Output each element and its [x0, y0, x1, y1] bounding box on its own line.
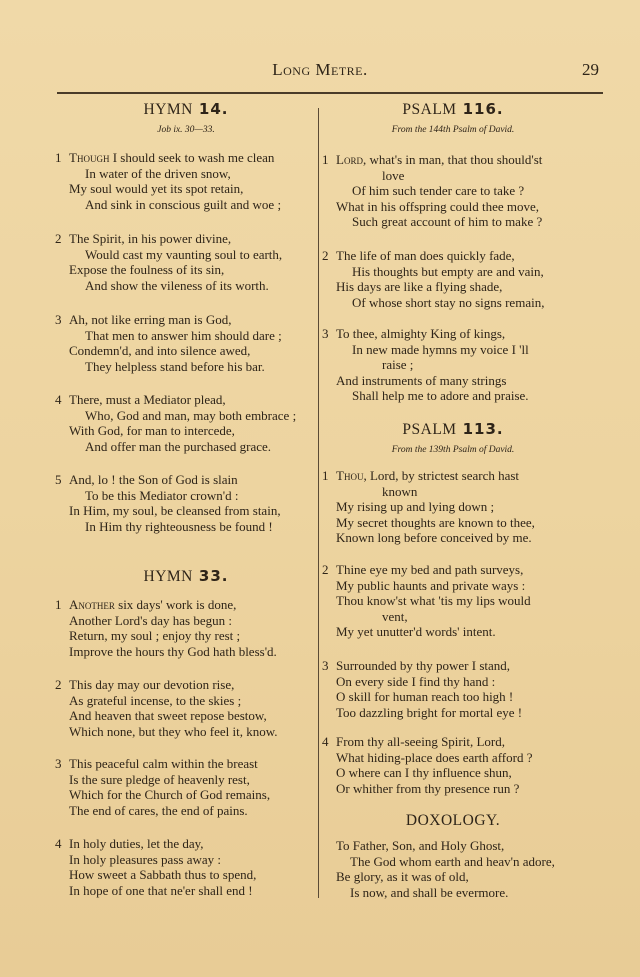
hymn-33 [55, 567, 317, 586]
hymn-title: HYMN 14. [143, 100, 229, 118]
stanza: 1 Though I should seek to wash me clean In water of the driven snow, My soul would yet its spot retain, And sink in conscious guilt and woe ; [55, 150, 282, 212]
doxology [322, 812, 584, 830]
stanza: 1 Another six days' work is done, Another Lord's day has begun : Return, my soul ; enjoy thy rest ; Improve the hours thy God hath bless'd. [55, 597, 277, 659]
stanza: 2 Thine eye my bed and path surveys, My public haunts and private ways : Thou know'st what 'tis my lips would vent, My yet unutter'd words' intent. [322, 562, 531, 639]
stanza: 3 This peaceful calm within the breast Is the sure pledge of heavenly rest, Which for the Church of God remains, The end of cares, the end of pains. [55, 756, 271, 818]
hymn-title: HYMN 33. [143, 567, 229, 585]
header-rule [57, 92, 603, 94]
stanza: 1 Lord, what's in man, that thou should'st love Of him such tender care to take ? What in his offspring could thee move, Such great account of him to make ? [322, 152, 543, 229]
scripture-reference: Job ix. 30—33. [157, 125, 215, 135]
stanza: 1 Thou, Lord, by strictest search hast known My rising up and lying down ; My secret thoughts are known to thee, Known long before conceived by me. [322, 468, 535, 545]
doxology-title: DOXOLOGY. [405, 812, 501, 829]
stanza: 4 There, must a Mediator plead, Who, God and man, may both embrace ; With God, for man to intercede, And offer man the purchased grace. [55, 392, 297, 454]
psalm-source: From the 139th Psalm of David. [391, 445, 515, 455]
hymn-14 [55, 100, 317, 135]
psalm-title: PSALM 116. [402, 100, 504, 118]
column-divider [318, 108, 319, 898]
stanza: 2 The Spirit, in his power divine, Would cast my vaunting soul to earth, Expose the foulness of its sin, And show the vileness of its worth. [55, 231, 283, 293]
psalm-title: PSALM 113. [402, 420, 504, 438]
stanza: 4 In holy duties, let the day, In holy pleasures pass away : How sweet a Sabbath thus to spend, In hope of one that ne'er shall end ! [55, 836, 257, 898]
stanza: 3 Surrounded by thy power I stand, On every side I find thy hand : O skill for human reach too high ! Too dazzling bright for mortal eye ! [322, 658, 523, 720]
stanza: 2 The life of man does quickly fade, His thoughts but empty are and vain, His days are like a flying shade, Of whose short stay no signs remain, [322, 248, 545, 310]
psalm-source: From the 144th Psalm of David. [391, 125, 515, 135]
stanza: 5 And, lo ! the Son of God is slain To be this Mediator crown'd : In Him, my soul, be cleansed from stain, In Him thy righteousness be found ! [55, 472, 281, 534]
stanza: 3 Ah, not like erring man is God, That men to answer him should dare ; Condemn'd, and into silence awed, They helpless stand before his bar. [55, 312, 282, 374]
running-title: Long Metre. [272, 60, 368, 79]
page-number: 29 [582, 60, 599, 79]
psalm-116 [322, 100, 584, 135]
doxology-verse: To Father, Son, and Holy Ghost, The God whom earth and heav'n adore, Be glory, as it was of old, Is now, and shall be evermore. [336, 838, 555, 900]
stanza: 4 From thy all-seeing Spirit, Lord, What hiding-place does earth afford ? O where can I thy influence shun, Or whither from thy presence run ? [322, 734, 533, 796]
stanza: 3 To thee, almighty King of kings, In new made hymns my voice I 'll raise ; And instruments of many strings Shall help me to adore and praise. [322, 326, 529, 403]
stanza: 2 This day may our devotion rise, As grateful incense, to the skies ; And heaven that sweet repose bestow, Which none, but they who feel it, know. [55, 677, 278, 739]
psalm-113 [322, 420, 584, 455]
